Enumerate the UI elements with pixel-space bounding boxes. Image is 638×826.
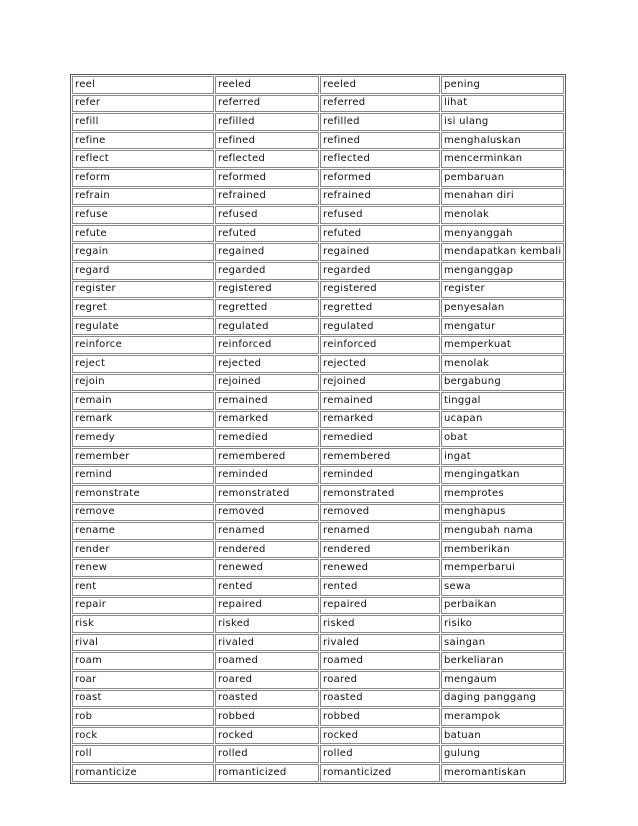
past-participle-cell: rivaled (320, 634, 440, 652)
table-row (72, 671, 564, 689)
table-row (72, 262, 564, 280)
base-form-cell: rename (72, 522, 214, 540)
translation-cell: merampok (441, 708, 564, 726)
base-form-cell: regulate (72, 318, 214, 336)
past-form-cell: regarded (215, 262, 319, 280)
translation-cell: berkeliaran (441, 652, 564, 670)
base-form-cell: regret (72, 299, 214, 317)
past-participle-cell: renamed (320, 522, 440, 540)
table-row (72, 95, 564, 113)
past-participle-cell: roamed (320, 652, 440, 670)
past-participle-cell: rejoined (320, 374, 440, 392)
past-form-cell: renamed (215, 522, 319, 540)
base-form-cell: remonstrate (72, 485, 214, 503)
table-row (72, 745, 564, 763)
past-form-cell: repaired (215, 597, 319, 615)
past-form-cell: reflected (215, 150, 319, 168)
translation-cell: mengubah nama (441, 522, 564, 540)
translation-cell: obat (441, 429, 564, 447)
past-form-cell: rendered (215, 541, 319, 559)
past-participle-cell: refused (320, 206, 440, 224)
table-row (72, 355, 564, 373)
table-row (72, 132, 564, 150)
verb-table-body (72, 76, 564, 782)
table-row (72, 336, 564, 354)
table-row (72, 541, 564, 559)
table-row (72, 150, 564, 168)
table-row (72, 169, 564, 187)
past-participle-cell: rocked (320, 727, 440, 745)
past-form-cell: refined (215, 132, 319, 150)
base-form-cell: roam (72, 652, 214, 670)
past-form-cell: rejected (215, 355, 319, 373)
table-row (72, 448, 564, 466)
past-form-cell: referred (215, 95, 319, 113)
translation-cell: batuan (441, 727, 564, 745)
base-form-cell: reel (72, 76, 214, 94)
translation-cell: memperkuat (441, 336, 564, 354)
past-form-cell: refuted (215, 225, 319, 243)
past-participle-cell: rejected (320, 355, 440, 373)
base-form-cell: refine (72, 132, 214, 150)
translation-cell: memperbarui (441, 559, 564, 577)
table-row (72, 299, 564, 317)
past-form-cell: reeled (215, 76, 319, 94)
base-form-cell: rob (72, 708, 214, 726)
past-form-cell: remembered (215, 448, 319, 466)
base-form-cell: remind (72, 466, 214, 484)
past-form-cell: rented (215, 578, 319, 596)
translation-cell: tinggal (441, 392, 564, 410)
table-row (72, 764, 564, 782)
translation-cell: mendapatkan kembali (441, 243, 564, 261)
past-form-cell: reformed (215, 169, 319, 187)
past-participle-cell: renewed (320, 559, 440, 577)
past-form-cell: risked (215, 615, 319, 633)
past-form-cell: remedied (215, 429, 319, 447)
translation-cell: menganggap (441, 262, 564, 280)
past-form-cell: removed (215, 504, 319, 522)
translation-cell: menolak (441, 355, 564, 373)
table-row (72, 634, 564, 652)
table-row (72, 485, 564, 503)
translation-cell: memberikan (441, 541, 564, 559)
base-form-cell: remove (72, 504, 214, 522)
translation-cell: isi ulang (441, 113, 564, 131)
translation-cell: pembaruan (441, 169, 564, 187)
past-participle-cell: remedied (320, 429, 440, 447)
past-form-cell: roasted (215, 690, 319, 708)
past-form-cell: roared (215, 671, 319, 689)
translation-cell: gulung (441, 745, 564, 763)
translation-cell: menolak (441, 206, 564, 224)
translation-cell: menghapus (441, 504, 564, 522)
translation-cell: penyesalan (441, 299, 564, 317)
table-row (72, 727, 564, 745)
past-participle-cell: regretted (320, 299, 440, 317)
translation-cell: pening (441, 76, 564, 94)
base-form-cell: romanticize (72, 764, 214, 782)
translation-cell: ucapan (441, 411, 564, 429)
past-participle-cell: remonstrated (320, 485, 440, 503)
base-form-cell: refer (72, 95, 214, 113)
translation-cell: menahan diri (441, 188, 564, 206)
past-form-cell: rivaled (215, 634, 319, 652)
base-form-cell: regain (72, 243, 214, 261)
base-form-cell: roar (72, 671, 214, 689)
table-row (72, 615, 564, 633)
past-participle-cell: refuted (320, 225, 440, 243)
verb-table (70, 74, 566, 784)
base-form-cell: refrain (72, 188, 214, 206)
base-form-cell: remark (72, 411, 214, 429)
base-form-cell: regard (72, 262, 214, 280)
base-form-cell: rock (72, 727, 214, 745)
past-form-cell: robbed (215, 708, 319, 726)
past-participle-cell: romanticized (320, 764, 440, 782)
table-row (72, 206, 564, 224)
table-row (72, 281, 564, 299)
translation-cell: mengatur (441, 318, 564, 336)
base-form-cell: reform (72, 169, 214, 187)
base-form-cell: remedy (72, 429, 214, 447)
base-form-cell: refill (72, 113, 214, 131)
base-form-cell: register (72, 281, 214, 299)
table-row (72, 652, 564, 670)
base-form-cell: roast (72, 690, 214, 708)
base-form-cell: renew (72, 559, 214, 577)
translation-cell: perbaikan (441, 597, 564, 615)
past-form-cell: registered (215, 281, 319, 299)
translation-cell: sewa (441, 578, 564, 596)
past-participle-cell: roasted (320, 690, 440, 708)
table-row (72, 392, 564, 410)
past-form-cell: renewed (215, 559, 319, 577)
translation-cell: mencerminkan (441, 150, 564, 168)
past-form-cell: refused (215, 206, 319, 224)
base-form-cell: reject (72, 355, 214, 373)
past-form-cell: roamed (215, 652, 319, 670)
past-participle-cell: reminded (320, 466, 440, 484)
past-form-cell: reinforced (215, 336, 319, 354)
translation-cell: register (441, 281, 564, 299)
past-participle-cell: refilled (320, 113, 440, 131)
translation-cell: menghaluskan (441, 132, 564, 150)
table-row (72, 225, 564, 243)
table-row (72, 504, 564, 522)
table-row (72, 411, 564, 429)
past-form-cell: remonstrated (215, 485, 319, 503)
past-participle-cell: robbed (320, 708, 440, 726)
past-form-cell: reminded (215, 466, 319, 484)
table-row (72, 318, 564, 336)
base-form-cell: remain (72, 392, 214, 410)
table-row (72, 374, 564, 392)
past-participle-cell: remarked (320, 411, 440, 429)
past-participle-cell: risked (320, 615, 440, 633)
table-row (72, 597, 564, 615)
base-form-cell: reflect (72, 150, 214, 168)
past-form-cell: rejoined (215, 374, 319, 392)
past-form-cell: regained (215, 243, 319, 261)
base-form-cell: rent (72, 578, 214, 596)
translation-cell: saingan (441, 634, 564, 652)
past-participle-cell: rendered (320, 541, 440, 559)
past-participle-cell: regarded (320, 262, 440, 280)
translation-cell: lihat (441, 95, 564, 113)
translation-cell: risiko (441, 615, 564, 633)
translation-cell: daging panggang (441, 690, 564, 708)
translation-cell: meromantiskan (441, 764, 564, 782)
base-form-cell: remember (72, 448, 214, 466)
table-row (72, 76, 564, 94)
past-participle-cell: refined (320, 132, 440, 150)
translation-cell: menyanggah (441, 225, 564, 243)
base-form-cell: rejoin (72, 374, 214, 392)
past-participle-cell: removed (320, 504, 440, 522)
past-form-cell: rolled (215, 745, 319, 763)
past-participle-cell: registered (320, 281, 440, 299)
past-participle-cell: remained (320, 392, 440, 410)
past-participle-cell: regained (320, 243, 440, 261)
table-row (72, 522, 564, 540)
table-row (72, 243, 564, 261)
table-row (72, 708, 564, 726)
base-form-cell: rival (72, 634, 214, 652)
base-form-cell: refute (72, 225, 214, 243)
past-form-cell: remained (215, 392, 319, 410)
past-participle-cell: refrained (320, 188, 440, 206)
past-participle-cell: regulated (320, 318, 440, 336)
past-form-cell: refilled (215, 113, 319, 131)
past-participle-cell: reinforced (320, 336, 440, 354)
past-participle-cell: roared (320, 671, 440, 689)
past-form-cell: rocked (215, 727, 319, 745)
base-form-cell: roll (72, 745, 214, 763)
base-form-cell: render (72, 541, 214, 559)
table-row (72, 466, 564, 484)
past-participle-cell: reeled (320, 76, 440, 94)
translation-cell: bergabung (441, 374, 564, 392)
base-form-cell: refuse (72, 206, 214, 224)
table-row (72, 429, 564, 447)
past-form-cell: remarked (215, 411, 319, 429)
past-participle-cell: remembered (320, 448, 440, 466)
translation-cell: ingat (441, 448, 564, 466)
base-form-cell: risk (72, 615, 214, 633)
translation-cell: mengaum (441, 671, 564, 689)
base-form-cell: reinforce (72, 336, 214, 354)
past-participle-cell: reformed (320, 169, 440, 187)
table-row (72, 188, 564, 206)
past-participle-cell: repaired (320, 597, 440, 615)
past-form-cell: regulated (215, 318, 319, 336)
past-form-cell: regretted (215, 299, 319, 317)
past-participle-cell: rolled (320, 745, 440, 763)
table-row (72, 690, 564, 708)
past-form-cell: romanticized (215, 764, 319, 782)
past-participle-cell: rented (320, 578, 440, 596)
past-participle-cell: reflected (320, 150, 440, 168)
table-row (72, 113, 564, 131)
past-participle-cell: referred (320, 95, 440, 113)
base-form-cell: repair (72, 597, 214, 615)
translation-cell: memprotes (441, 485, 564, 503)
past-form-cell: refrained (215, 188, 319, 206)
translation-cell: mengingatkan (441, 466, 564, 484)
table-row (72, 559, 564, 577)
table-row (72, 578, 564, 596)
